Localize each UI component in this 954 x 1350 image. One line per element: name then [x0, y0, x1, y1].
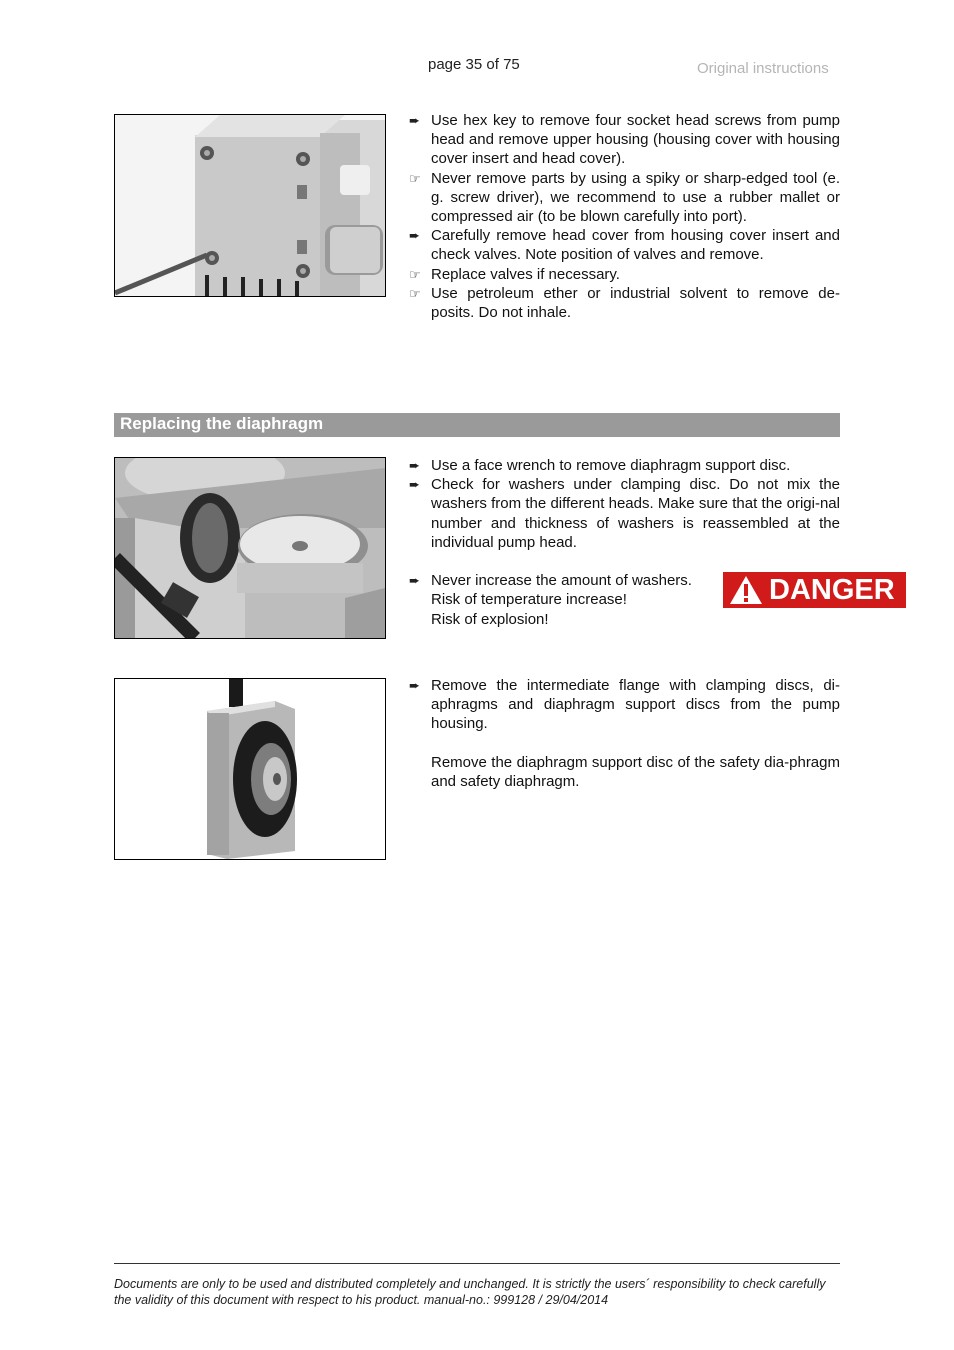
arrow-bullet-icon: ➨: [409, 477, 420, 493]
instructions-flange: [409, 676, 840, 791]
danger-sign: [723, 572, 906, 608]
page-number: page 35 of 75: [428, 56, 520, 73]
instructions-valves: [409, 111, 840, 322]
photo-pump-head-hex-key: [114, 114, 386, 297]
pointing-hand-icon: ☞: [409, 266, 421, 282]
arrow-bullet-icon: ➨: [409, 228, 420, 244]
list-item: ☞ Replace valves if necessary.: [409, 265, 620, 283]
paragraph: Remove the diaphragm support disc of the safety dia-phragm and safety diaphragm.: [431, 753, 840, 790]
photo-intermediate-flange: [114, 678, 386, 860]
pointing-hand-icon: ☞: [409, 285, 421, 301]
list-item: ➨ Remove the intermediate flange with clamping discs, di-aphragms and diaphragm support discs from the pump housing.: [409, 677, 840, 733]
arrow-bullet-icon: ➨: [409, 458, 420, 473]
section-heading-replacing-diaphragm: Replacing the diaphragm: [114, 413, 840, 437]
warning-triangle-icon: [729, 575, 763, 605]
arrow-bullet-icon: ➨: [409, 573, 420, 589]
document-type-label: Original instructions: [697, 60, 829, 77]
footer-divider: [114, 1263, 840, 1264]
list-item: ➨ Carefully remove head cover from housing cover insert and check valves. Note position of valves and remove.: [409, 227, 840, 264]
warning-item: ➨ Never increase the amount of washers. Risk of temperature increase! Risk of explosion!: [409, 572, 692, 628]
list-item: ➨ Check for washers under clamping disc. Do not mix the washers from the different heads. Make sure that the origi-nal number and thickness of washers is reassembled at the individual pump head.: [409, 476, 840, 551]
photo-diaphragm-support-disc: [114, 457, 386, 639]
pointing-hand-icon: ☞: [409, 170, 421, 186]
arrow-bullet-icon: ➨: [409, 113, 420, 128]
list-item: ➨ Use hex key to remove four socket head screws from pump head and remove upper housing (housing cover with housing cover insert and head cover).: [409, 112, 840, 168]
list-item: ☞ Never remove parts by using a spiky or sharp-edged tool (e. g. screw driver), we recommend to use a rubber mallet or compressed air (to be blown carefully into port).: [409, 169, 840, 226]
footer-notice: Documents are only to be used and distributed completely and unchanged. It is strictly the users´ responsibility to check carefully the validity of this document with respect to his product. manual-no.: 999128 / 29/04/2014: [114, 1277, 826, 1307]
list-item: ☞ Use petroleum ether or industrial solvent to remove de-posits. Do not inhale.: [409, 284, 840, 322]
arrow-bullet-icon: ➨: [409, 678, 420, 693]
list-item: ➨ Use a face wrench to remove diaphragm support disc.: [409, 457, 791, 474]
danger-label: DANGER: [769, 573, 895, 606]
